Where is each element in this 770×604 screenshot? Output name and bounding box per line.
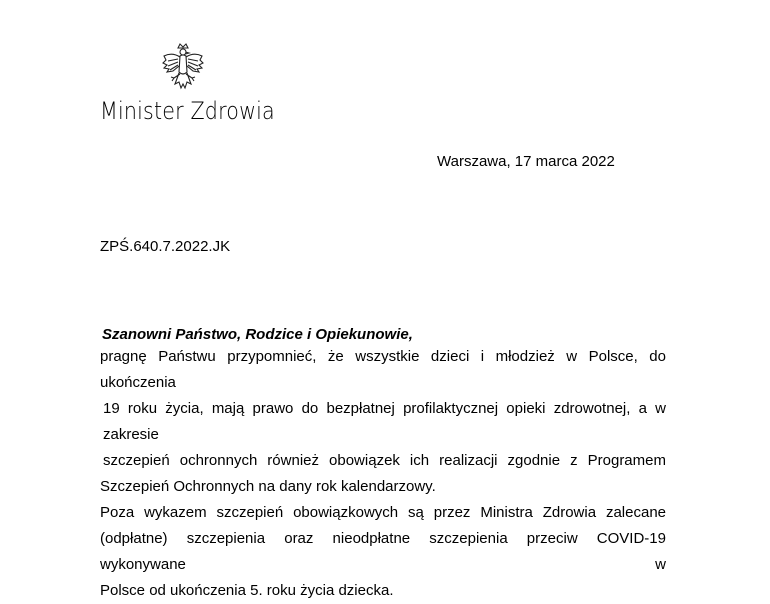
paragraph-line: 19 roku życia, mają prawo do bezpłatnej profilaktycznej opieki zdrowotnej, a w zakresie [103, 400, 666, 443]
salutation: Szanowni Państwo, Rodzice i Opiekunowie, [102, 326, 413, 343]
paragraph-line: Poza wykazem szczepień obowiązkowych są przez Ministra Zdrowia zalecane [100, 504, 666, 521]
institution-name: Minister Zdrowia [100, 97, 275, 125]
paragraph-line: Polsce od ukończenia 5. roku życia dziecka. [100, 582, 394, 599]
eagle-emblem-icon [160, 42, 206, 96]
date-line: Warszawa, 17 marca 2022 [437, 153, 615, 170]
paragraph-line: Szczepień Ochronnych na dany rok kalendarzowy. [100, 478, 436, 495]
reference-number: ZPŚ.640.7.2022.JK [100, 238, 231, 255]
paragraph-line: szczepień ochronnych również obowiązek ich realizacji zgodnie z Programem [103, 452, 666, 469]
paragraph-line: (odpłatne) szczepienia oraz nieodpłatne szczepienia przeciw COVID-19 wykonywane w [100, 530, 666, 573]
letter-body [100, 344, 666, 604]
paragraph-line: pragnę Państwu przypomnieć, że wszystkie dzieci i młodzież w Polsce, do ukończenia [100, 348, 666, 391]
